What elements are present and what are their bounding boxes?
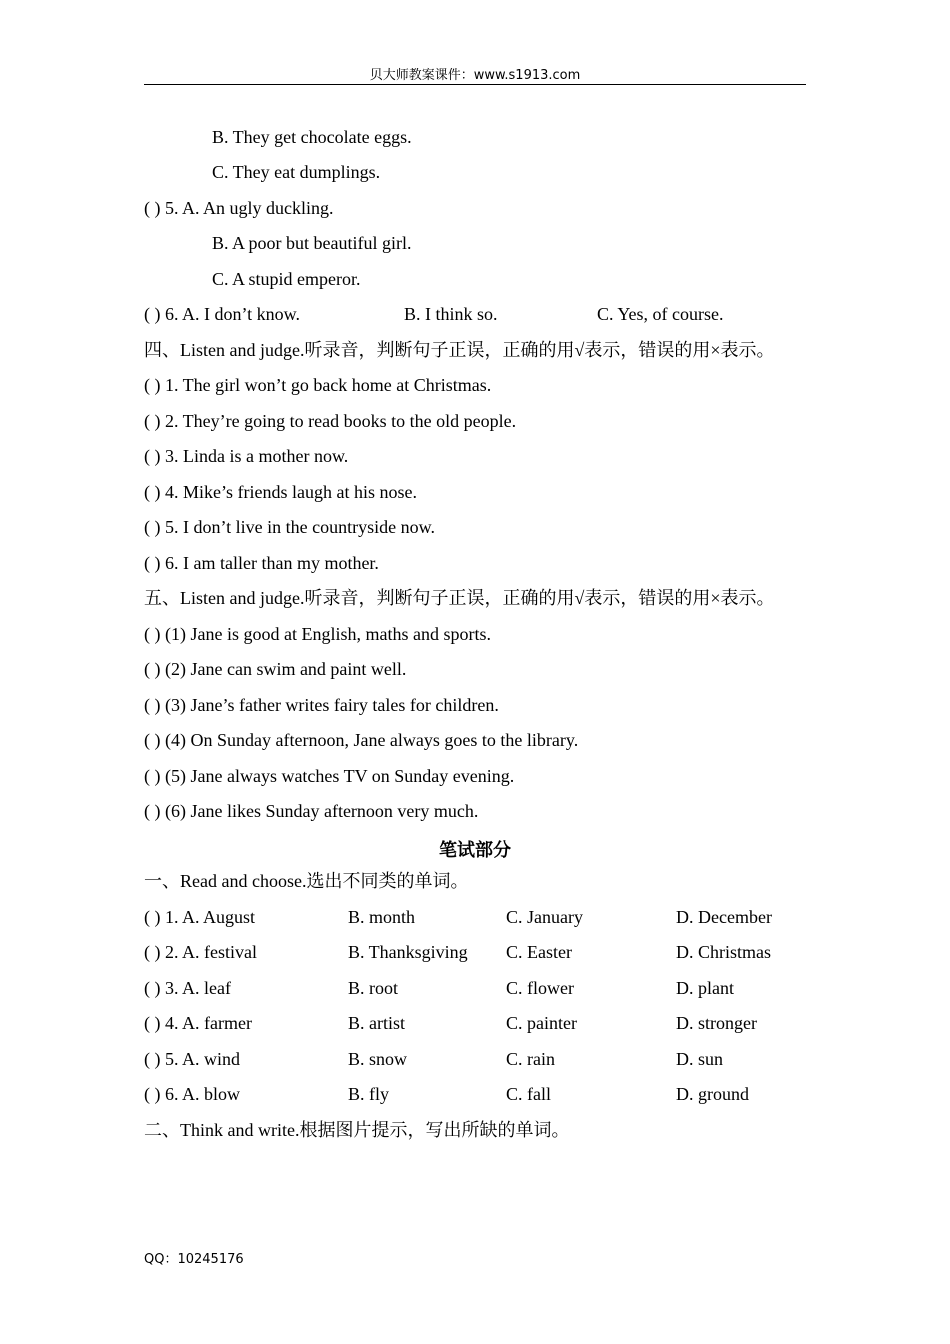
written1-cell: C. rain <box>506 1049 555 1069</box>
section4-title: 四、Listen and judge.听录音，判断句子正误，正确的用√表示，错误的用×表示。 <box>144 340 775 360</box>
written1-cell: D. plant <box>676 978 734 998</box>
written-section-title: 笔试部分 <box>439 840 511 861</box>
written1-cell: D. ground <box>676 1084 749 1104</box>
q5-option-b: B. A poor but beautiful girl. <box>212 233 412 253</box>
section5-item: ( ) (2) Jane can swim and paint well. <box>144 659 407 679</box>
written1-title: 一、Read and choose.选出不同类的单词。 <box>144 871 469 891</box>
section4-item: ( ) 3. Linda is a mother now. <box>144 446 349 466</box>
section4-item: ( ) 4. Mike’s friends laugh at his nose. <box>144 482 417 502</box>
written1-cell: C. Easter <box>506 942 572 962</box>
written1-cell: B. month <box>348 907 416 927</box>
written1-cell: ( ) 1. A. August <box>144 907 256 927</box>
written1-cell: ( ) 2. A. festival <box>144 942 257 962</box>
section5-item: ( ) (1) Jane is good at English, maths and sports. <box>144 624 491 644</box>
written1-cell: C. flower <box>506 978 574 998</box>
written1-cell: D. sun <box>676 1049 724 1069</box>
q5-option-c: C. A stupid emperor. <box>212 269 361 289</box>
written1-cell: C. January <box>506 907 583 927</box>
written1-cell: B. artist <box>348 1013 405 1033</box>
q6-option-b: B. I think so. <box>404 304 498 324</box>
section5-item: ( ) (6) Jane likes Sunday afternoon very much. <box>144 801 479 821</box>
page-header: 贝大师教案课件：www.s1913.com <box>369 68 581 83</box>
written1-cell: ( ) 5. A. wind <box>144 1049 240 1069</box>
header-divider <box>144 84 806 85</box>
section5-title: 五、Listen and judge.听录音，判断句子正误，正确的用√表示，错误的用×表示。 <box>144 588 775 608</box>
q6-option-c: C. Yes, of course. <box>597 304 724 324</box>
written1-cell: C. painter <box>506 1013 577 1033</box>
q4-option-c: C. They eat dumplings. <box>212 162 381 182</box>
section5-item: ( ) (3) Jane’s father writes fairy tales for children. <box>144 695 499 715</box>
written1-cell: B. snow <box>348 1049 408 1069</box>
written1-cell: B. fly <box>348 1084 390 1104</box>
section4-item: ( ) 2. They’re going to read books to the old people. <box>144 411 517 431</box>
written1-cell: B. Thanksgiving <box>348 942 468 962</box>
q6-option-a: ( ) 6. A. I don’t know. <box>144 304 300 324</box>
written1-cell: ( ) 3. A. leaf <box>144 978 231 998</box>
written1-cell: C. fall <box>506 1084 551 1104</box>
written2-title: 二、Think and write.根据图片提示，写出所缺的单词。 <box>144 1120 570 1140</box>
written1-cell: ( ) 6. A. blow <box>144 1084 240 1104</box>
section4-item: ( ) 5. I don’t live in the countryside now. <box>144 517 435 537</box>
written1-cell: D. December <box>676 907 772 927</box>
written1-cell: B. root <box>348 978 399 998</box>
section5-item: ( ) (5) Jane always watches TV on Sunday evening. <box>144 766 515 786</box>
written1-cell: D. Christmas <box>676 942 772 962</box>
q5-option-a: ( ) 5. A. An ugly duckling. <box>144 198 334 218</box>
written1-cell: ( ) 4. A. farmer <box>144 1013 252 1033</box>
section4-item: ( ) 6. I am taller than my mother. <box>144 553 379 573</box>
section5-item: ( ) (4) On Sunday afternoon, Jane always goes to the library. <box>144 730 579 750</box>
q4-option-b: B. They get chocolate eggs. <box>212 127 412 147</box>
written1-cell: D. stronger <box>676 1013 757 1033</box>
section4-item: ( ) 1. The girl won’t go back home at Christmas. <box>144 375 492 395</box>
page-footer: QQ：10245176 <box>144 1252 244 1267</box>
